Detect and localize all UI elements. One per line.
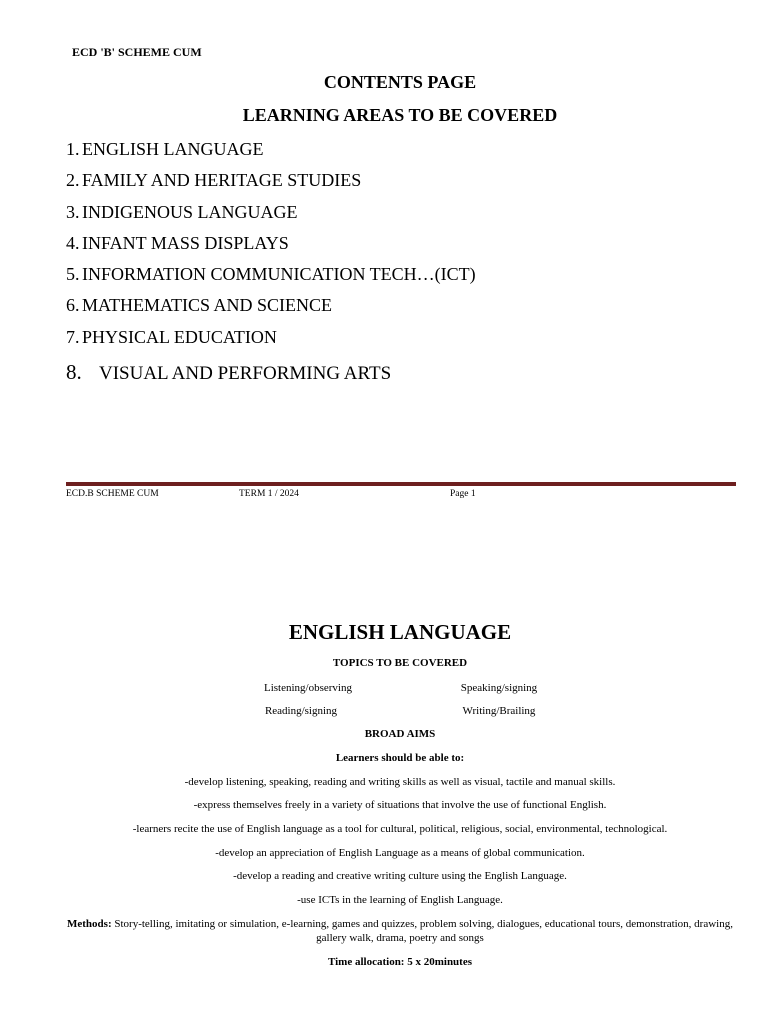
contents-item-english <box>66 136 476 167</box>
footer-page-number: Page 1 <box>450 489 476 499</box>
topic-listening: Listening/observing <box>264 682 352 694</box>
footer-term: TERM 1 / 2024 <box>239 489 299 499</box>
contents-page-title: CONTENTS PAGE <box>323 72 477 92</box>
document-header: ECD 'B' SCHEME CUM <box>72 45 202 59</box>
contents-item-arts <box>66 357 476 388</box>
methods-paragraph <box>60 917 740 945</box>
contents-item-number: 2. <box>66 170 80 191</box>
contents-item-number: 5. <box>66 264 80 285</box>
contents-item-mass-displays <box>66 230 476 261</box>
learning-areas-heading: LEARNING AREAS TO BE COVERED <box>242 105 558 125</box>
methods-label: Methods: <box>67 918 112 930</box>
topic-speaking: Speaking/signing <box>460 682 538 694</box>
topics-heading: TOPICS TO BE COVERED <box>332 657 468 669</box>
aim-item: -develop an appreciation of English Language as a means of global communication. <box>215 847 585 859</box>
broad-aims-heading: BROAD AIMS <box>364 728 436 740</box>
aim-item: -learners recite the use of English language as a tool for cultural, political, religious, social, environmental, technological. <box>132 823 668 835</box>
contents-item-label: MATHEMATICS AND SCIENCE <box>82 295 333 316</box>
topic-writing: Writing/Brailing <box>462 705 536 717</box>
aim-item: -express themselves freely in a variety of situations that involve the use of functional English. <box>193 799 607 811</box>
contents-item-number: 3. <box>66 201 80 222</box>
contents-item-label: INFORMATION COMMUNICATION TECH…(ICT) <box>82 264 476 285</box>
english-language-title: ENGLISH LANGUAGE <box>288 620 512 644</box>
aim-item: -develop a reading and creative writing culture using the English Language. <box>233 870 567 882</box>
contents-item-label: INDIGENOUS LANGUAGE <box>82 201 298 222</box>
time-allocation: Time allocation: 5 x 20minutes <box>327 956 472 968</box>
contents-item-label: VISUAL AND PERFORMING ARTS <box>99 363 392 385</box>
contents-item-number: 6. <box>66 295 80 316</box>
contents-item-label: FAMILY AND HERITAGE STUDIES <box>82 170 362 191</box>
topic-reading: Reading/signing <box>264 705 338 717</box>
contents-item-heritage <box>66 167 476 198</box>
contents-list <box>66 136 476 388</box>
footer-rule <box>66 482 736 486</box>
contents-item-number: 7. <box>66 326 80 347</box>
methods-text: Story-telling, imitating or simulation, e-learning, games and quizzes, problem solving, dialogues, educational tours, demonstration, drawing, gallery walk, drama, poetry and songs <box>111 918 733 944</box>
contents-item-label: INFANT MASS DISPLAYS <box>82 232 289 253</box>
footer-left: ECD.B SCHEME CUM <box>66 489 159 499</box>
contents-item-label: ENGLISH LANGUAGE <box>82 139 264 159</box>
contents-item-number: 4. <box>66 232 80 253</box>
contents-item-number: 1. <box>66 139 80 159</box>
contents-item-ict <box>66 261 476 292</box>
contents-item-maths-science <box>66 292 476 323</box>
aims-intro: Learners should be able to: <box>335 752 465 764</box>
contents-item-number: 8. <box>66 360 82 385</box>
contents-item-pe <box>66 324 476 355</box>
aim-item: -develop listening, speaking, reading and writing skills as well as visual, tactile and manual skills. <box>184 776 616 788</box>
contents-item-indigenous <box>66 199 476 230</box>
aim-item: -use ICTs in the learning of English Language. <box>297 894 503 906</box>
contents-item-label: PHYSICAL EDUCATION <box>82 326 277 347</box>
